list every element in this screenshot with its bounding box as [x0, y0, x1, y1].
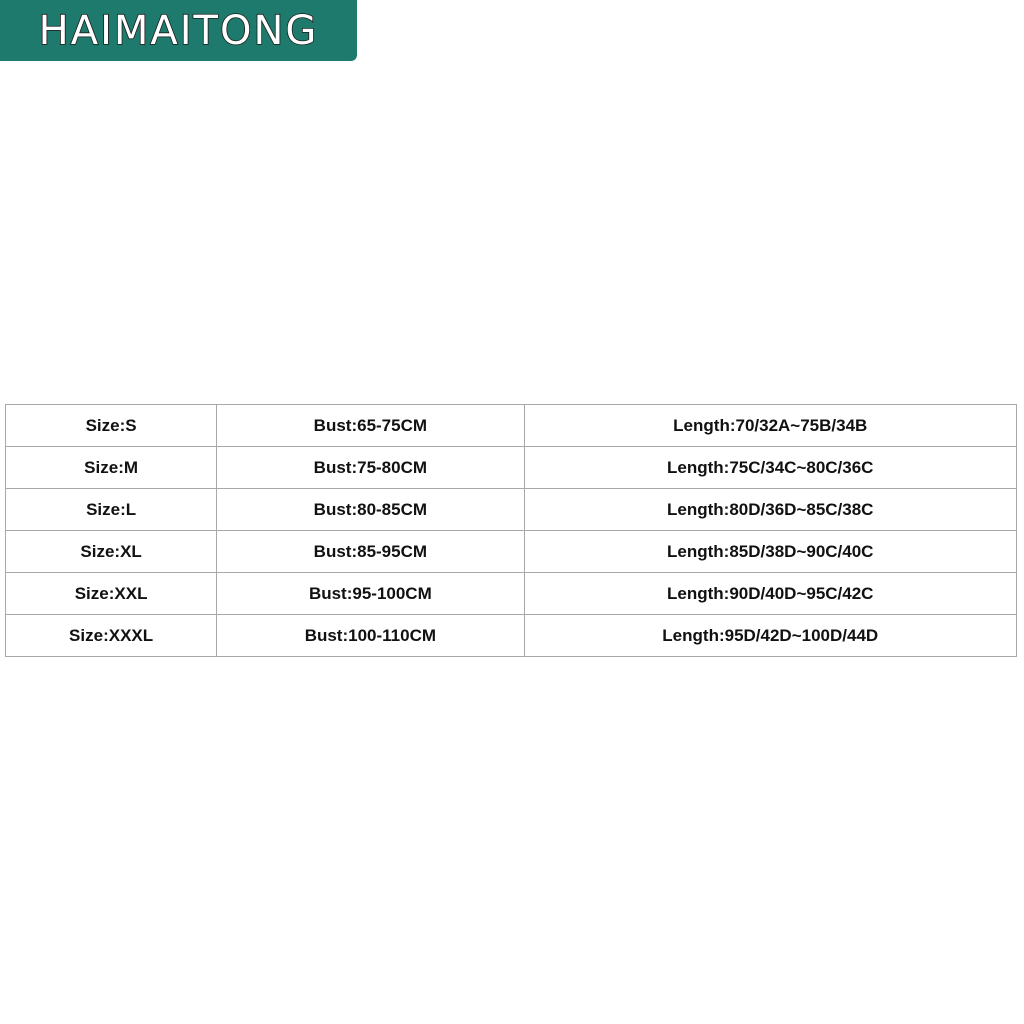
bust-cell: Bust:85-95CM — [217, 531, 524, 573]
length-cell: Length:95D/42D~100D/44D — [524, 615, 1017, 657]
bust-cell: Bust:75-80CM — [217, 447, 524, 489]
length-cell: Length:90D/40D~95C/42C — [524, 573, 1017, 615]
table-row — [6, 615, 1017, 657]
table-row — [6, 531, 1017, 573]
size-chart-table — [5, 404, 1017, 657]
bust-cell: Bust:95-100CM — [217, 573, 524, 615]
table-row — [6, 405, 1017, 447]
length-cell: Length:70/32A~75B/34B — [524, 405, 1017, 447]
length-cell: Length:85D/38D~90C/40C — [524, 531, 1017, 573]
size-cell: Size:XXXL — [6, 615, 217, 657]
size-cell: Size:L — [6, 489, 217, 531]
length-cell: Length:80D/36D~85C/38C — [524, 489, 1017, 531]
table-row — [6, 447, 1017, 489]
bust-cell: Bust:100-110CM — [217, 615, 524, 657]
brand-logo-text: HAIMAITONG — [38, 7, 319, 54]
size-cell: Size:S — [6, 405, 217, 447]
brand-logo-badge — [0, 0, 357, 61]
length-cell: Length:75C/34C~80C/36C — [524, 447, 1017, 489]
size-cell: Size:XL — [6, 531, 217, 573]
size-cell: Size:M — [6, 447, 217, 489]
table-row — [6, 489, 1017, 531]
table-row — [6, 573, 1017, 615]
bust-cell: Bust:65-75CM — [217, 405, 524, 447]
bust-cell: Bust:80-85CM — [217, 489, 524, 531]
size-cell: Size:XXL — [6, 573, 217, 615]
